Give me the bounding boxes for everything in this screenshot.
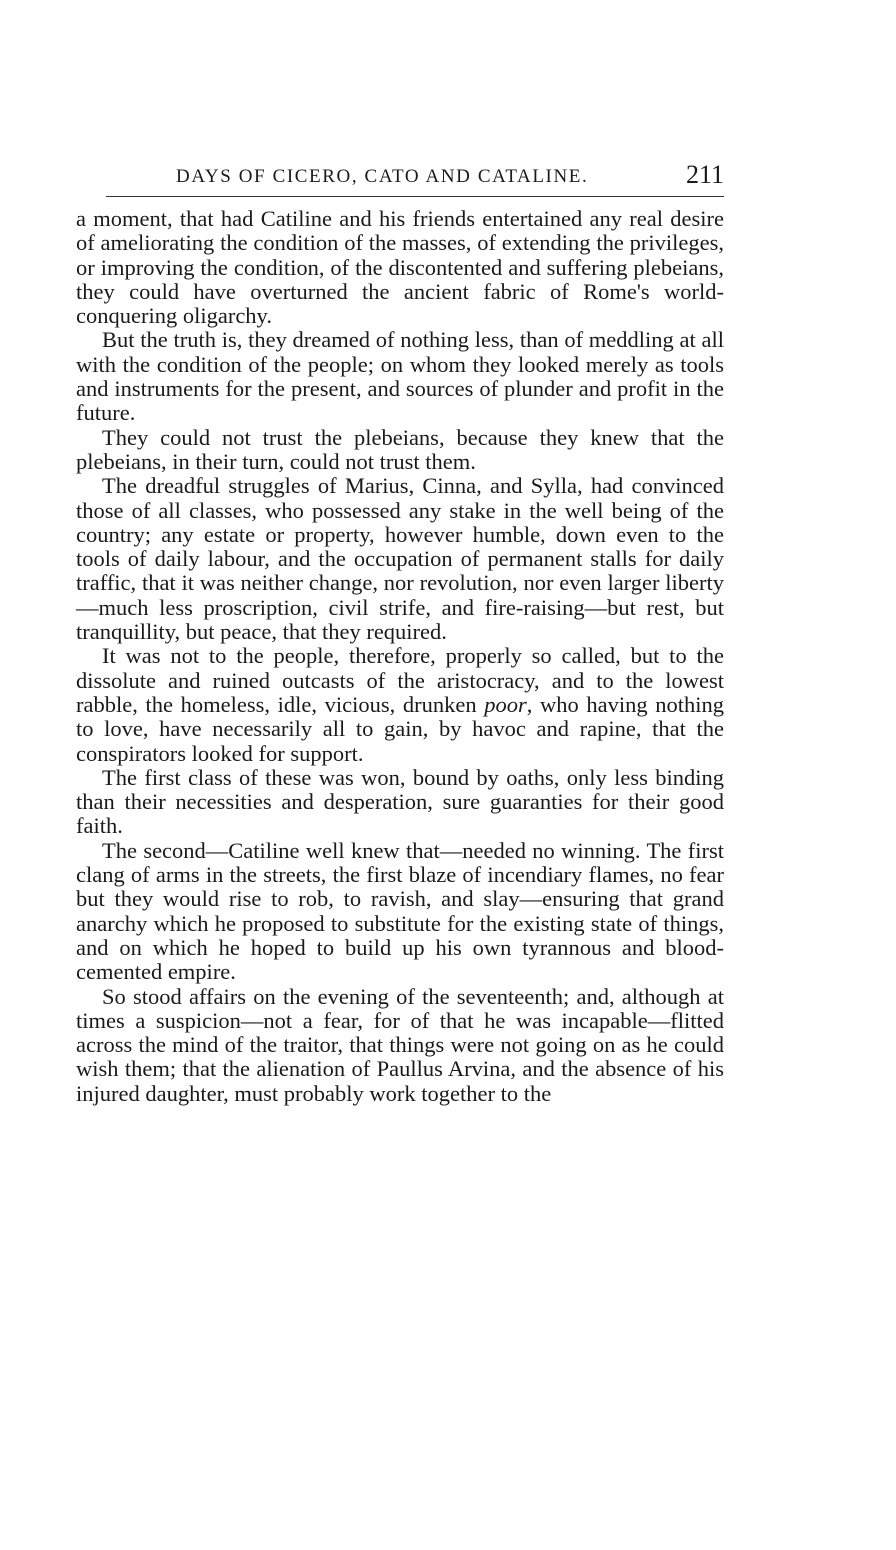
body-text <box>76 207 724 1106</box>
page-number: 211 <box>685 160 724 189</box>
paragraph-6: The first class of these was won, bound by oaths, only less binding than their necessities and desperation, sure guaranties for their good faith. <box>76 764 724 839</box>
emphasis-poor: poor <box>484 691 527 717</box>
header-rule <box>106 196 724 197</box>
paragraph-4: The dreadful struggles of Marius, Cinna, and Sylla, had convinced those of all classes, who possessed any stake in the well being of the country; any estate or property, however humble, down even to the tools of daily labour, and the occupation of permanent stalls for daily traffic, that it was neither change, nor revolution, nor even larger liberty—much less proscription, civil strife, and fire-raising—but rest, but tranquillity, but peace, that they required. <box>76 473 724 645</box>
running-head <box>76 160 724 196</box>
paragraph-7: The second—Catiline well knew that—needed no winning. The first clang of arms in the streets, the first blaze of incendiary flames, no fear but they would rise to rob, to ravish, and slay—ensuring that grand anarchy which he proposed to substitute for the existing state of things, and on which he hoped to build up his own tyrannous and blood-cemented empire. <box>76 837 724 985</box>
paragraph-5-text-a: It was not to the people, therefore, properly so called, but to the dissolute and ruined outcasts of the aristocracy, and to the lowest rabble, the homeless, idle, vicious, drunken <box>76 643 724 717</box>
paragraph-1: a moment, that had Catiline and his friends entertained any real desire of ameliorating the condition of the masses, of extending the privileges, or improving the condition, of the discontented and suffering plebeians, they could have overturned the ancient fabric of Rome's world-conquering oligarchy. <box>76 206 724 329</box>
book-page <box>76 160 724 1106</box>
paragraph-2: But the truth is, they dreamed of nothing less, than of meddling at all with the condition of the people; on whom they looked merely as tools and instruments for the present, and sources of plunder and profit in the future. <box>76 327 724 426</box>
paragraph-5-text-b: , who having nothing to love, have necessarily all to gain, by havoc and rapine, that the conspirators looked for support. <box>76 691 724 766</box>
running-title: DAYS OF CICERO, CATO AND CATALINE. <box>176 166 589 187</box>
paragraph-5 <box>76 644 724 765</box>
paragraph-8: So stood affairs on the evening of the seventeenth; and, although at times a suspicion—not a fear, for of that he was incapable—flitted across the mind of the traitor, that things were not going on as he could wish them; that the alienation of Paullus Arvina, and the absence of his injured daughter, must probably work together to the <box>76 983 724 1106</box>
paragraph-3: They could not trust the plebeians, because they knew that the plebeians, in their turn, could not trust them. <box>76 424 724 474</box>
